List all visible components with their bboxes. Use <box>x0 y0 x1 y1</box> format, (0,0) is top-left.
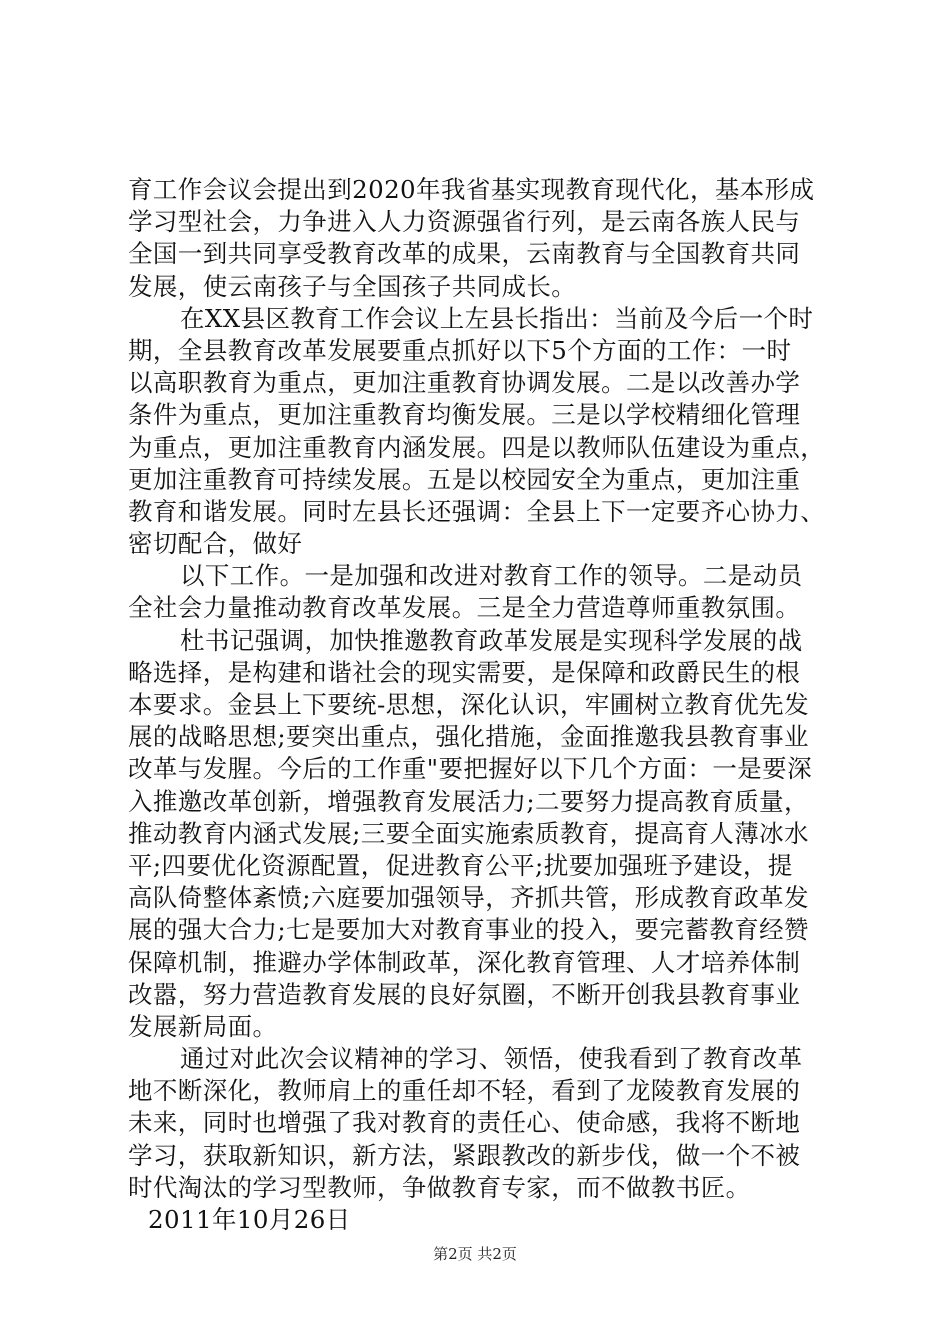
text-line: 学习型社会，力争进入人力资源强省行列，是云南各族人民与 <box>128 207 801 237</box>
text-line: 地不断深化，教师肩上的重任却不轻，看到了龙陵教育发展的 <box>128 1076 801 1106</box>
text-line: 密切配合，做好 <box>128 529 303 559</box>
text-line: 学习，获取新知识，新方法，紧跟教改的新步伐，做一个不被 <box>128 1140 801 1170</box>
text-line: 全社会力量推动教育改革发展。三是全力营造尊师重教氛围。 <box>128 593 801 623</box>
text-line: 全国一到共同享受教育改革的成果，云南教育与全国教育共同 <box>128 239 801 269</box>
text-line: 本要求。金县上下要统-思想，深化认识，牢圃树立教育优先发 <box>128 690 809 719</box>
text-line: 略选择，是构建和谐社会的现实需要，是保障和政爵民生的根 <box>128 657 801 687</box>
text-line: 入推邀改革创新，增强教育发展活力;二要努力提高教育质量， <box>128 786 809 816</box>
text-line: 为重点，更加注重教育内涵发展。四是以教师队伍建设为重点， <box>128 432 826 462</box>
document-body <box>128 174 838 1236</box>
text-line: 发展，使云南孩子与全国孩子共同成长。 <box>128 271 577 301</box>
text-line: 期，全县教育改革发展要重点抓好以下5个方面的工作：一时 <box>128 335 792 365</box>
text-line: 以高职教育为重点，更加注重教育协调发展。二是以改善办学 <box>128 368 801 398</box>
text-line: 展的战略思想;要突出重点，强化措施，金面推邀我县教育事业 <box>128 722 809 752</box>
text-line: 高队倚整体紊愤;六庭要加强领导，齐抓共管，形成教育政革发 <box>128 883 809 913</box>
text-line: 更加注重教育可持续发展。五是以校园安全为重点，更加注重 <box>128 464 801 494</box>
text-line: 展的强大合力;七是要加大对教育事业的投入，要完蓄教育经赞 <box>128 915 809 945</box>
text-line: 改革与发腥。今后的工作重"要把握好以下几个方面：一是要深 <box>128 754 812 784</box>
text-line: 育工作会议会提出到2020年我省基实现教育现代化，基本形成 <box>128 175 815 204</box>
text-line: 杜书记强调，加快推邀教育政革发展是实现科学发展的战 <box>180 625 803 655</box>
text-line: 平;四要优化资源配置，促进教育公平;扰要加强班予建设，提 <box>128 850 793 880</box>
text-line: 通过对此次会议精神的学习、领悟，使我看到了教育改革 <box>180 1044 803 1074</box>
text-line: 保障机制，推避办学体制政革，深化教育管理、人才培养体制 <box>128 947 801 977</box>
page-footer <box>0 1243 950 1264</box>
text-line: 在XX县区教育工作会议上左县长指出：当前及今后一个时 <box>180 303 814 333</box>
text-line: 改嚣，努力营造教育发展的良好氛圈，不断开创我县教育事业 <box>128 979 801 1009</box>
text-line: 未来，同时也增强了我对教育的责任心、使命感，我将不断地 <box>128 1108 801 1138</box>
text-line: 推动教育内涵式发展;三要全面实施索质教育，提高育人薄冰水 <box>128 818 809 848</box>
text-line: 发展新局面。 <box>128 1011 278 1041</box>
text-line: 以下工作。一是加强和改进对教育工作的领导。二是动员 <box>180 561 803 591</box>
page-number-label: 第2页 共2页 <box>433 1245 517 1263</box>
document-date: 2011年10月26日 <box>148 1205 351 1234</box>
text-line: 条件为重点，更加注重教育均衡发展。三是以学校精细化管理 <box>128 400 801 430</box>
text-line: 教育和谐发展。同时左县长还强调：全县上下一定要齐心协力、 <box>128 496 826 526</box>
text-line: 时代淘汰的学习型教师，争做教育专家，而不做教书匠。 <box>128 1172 751 1202</box>
